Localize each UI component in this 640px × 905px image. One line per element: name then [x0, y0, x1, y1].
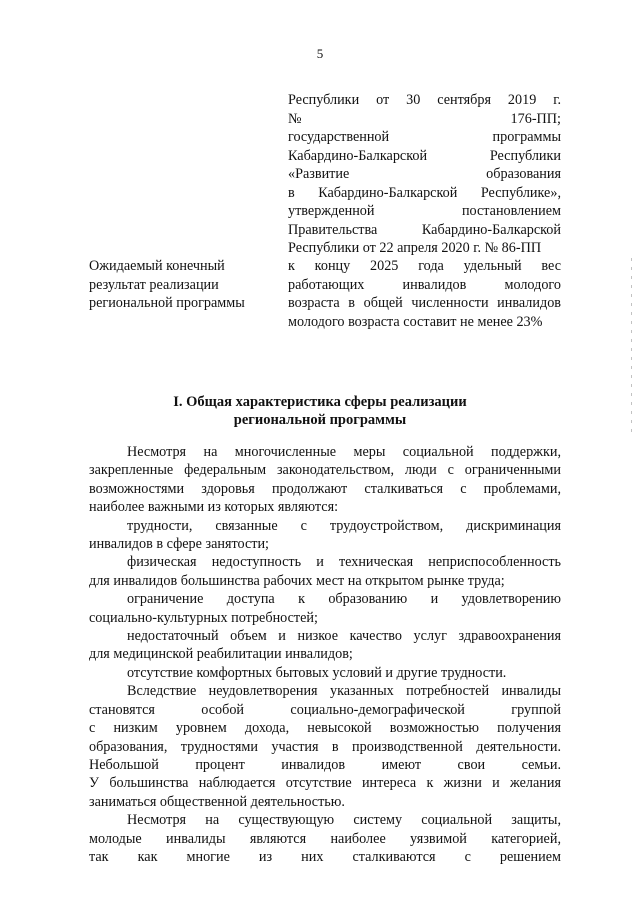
- expected-result-value-line: работающих инвалидов молодого: [288, 276, 561, 293]
- header-continuation-line: государственной программы: [288, 129, 561, 145]
- paragraph-line: для инвалидов большинства рабочих мест на открытом рынке труда;: [89, 572, 505, 589]
- paragraph-line: инвалидов в сфере занятости;: [89, 536, 270, 553]
- body-paragraph: [89, 553, 561, 590]
- paragraph-line: ограничение доступа к образованию и удовлетворению: [127, 591, 561, 608]
- header-continuation-line: Правительства Кабардино-Балкарской: [288, 221, 561, 238]
- expected-result-value-line: молодого возраста составит не менее 23%: [288, 313, 543, 330]
- paragraph-line: для медицинской реабилитации инвалидов;: [89, 646, 353, 663]
- header-continuation-line: утвержденной постановлением: [288, 203, 561, 219]
- paragraph-line: Несмотря на многочисленные меры социальной поддержки,: [127, 444, 561, 460]
- expected-result-value-line: возраста в общей численности инвалидов: [288, 295, 561, 311]
- paragraph-line: трудности, связанные с трудоустройством, дискриминация: [127, 517, 561, 534]
- header-continuation-line: № 176-ПП;: [288, 110, 561, 127]
- paragraph-line: Несмотря на существующую систему социальной защиты,: [127, 812, 561, 829]
- expected-result-label-line: Ожидаемый конечный: [89, 258, 225, 274]
- paragraph-line: Вследствие неудовлетворения указанных потребностей инвалиды: [127, 683, 561, 700]
- paragraph-line: заниматься общественной деятельностью.: [89, 793, 345, 810]
- section-title-line-2: региональной программы: [233, 412, 407, 428]
- expected-result-label-line: региональной программы: [89, 295, 245, 311]
- body-paragraph: [89, 627, 561, 664]
- expected-result-value-line: к концу 2025 года удельный вес: [288, 258, 561, 274]
- paragraph-line: физическая недоступность и техническая неприспособленность: [127, 554, 561, 571]
- section-heading: [0, 393, 640, 429]
- page-number: 5: [316, 46, 324, 61]
- paragraph-line: У большинства наблюдается отсутствие интереса к жизни и желания: [89, 775, 561, 792]
- body-text: [89, 443, 561, 866]
- body-paragraph: [89, 590, 561, 627]
- body-paragraph: [89, 517, 561, 554]
- header-continuation-line: Республики от 22 апреля 2020 г. № 86-ПП: [288, 240, 542, 256]
- header-continuation-line: Кабардино-Балкарской Республики: [288, 147, 561, 164]
- paragraph-line: так как многие из них сталкиваются с решением: [89, 848, 561, 865]
- paragraph-line: наиболее важными из которых являются:: [89, 499, 339, 516]
- expected-result-label: [89, 257, 274, 313]
- body-paragraph: [89, 443, 561, 517]
- header-continuation-block: [288, 91, 561, 258]
- paragraph-line: возможностями здоровья продолжают сталкиваться с проблемами,: [89, 480, 561, 497]
- body-paragraph: [89, 664, 561, 682]
- header-continuation-line: Республики от 30 сентября 2019 г.: [288, 92, 561, 108]
- paragraph-line: с низким уровнем дохода, невысокой возможностью получения: [89, 720, 561, 737]
- paragraph-line: становятся особой социально-демографической группой: [89, 701, 561, 718]
- paragraph-line: закрепленные федеральным законодательством, люди с ограниченными: [89, 462, 561, 479]
- header-continuation-line: «Развитие образования: [288, 166, 561, 182]
- scan-edge-mark: [631, 258, 632, 438]
- body-paragraph: [89, 682, 561, 811]
- paragraph-line: социально-культурных потребностей;: [89, 609, 318, 626]
- paragraph-line: молодые инвалиды являются наиболее уязвимой категорией,: [89, 830, 561, 847]
- header-continuation-line: в Кабардино-Балкарской Республике»,: [288, 184, 561, 201]
- expected-result-label-line: результат реализации: [89, 276, 219, 293]
- section-title-line-1: I. Общая характеристика сферы реализации: [173, 394, 467, 410]
- paragraph-line: образования, трудностями участия в производственной деятельности.: [89, 738, 561, 755]
- paragraph-line: недостаточный объем и низкое качество услуг здравоохранения: [127, 628, 561, 645]
- paragraph-line: отсутствие комфортных бытовых условий и другие трудности.: [127, 664, 507, 681]
- body-paragraph: [89, 811, 561, 866]
- paragraph-line: Небольшой процент инвалидов имеют свои семьи.: [89, 756, 561, 773]
- expected-result-value: [288, 257, 561, 331]
